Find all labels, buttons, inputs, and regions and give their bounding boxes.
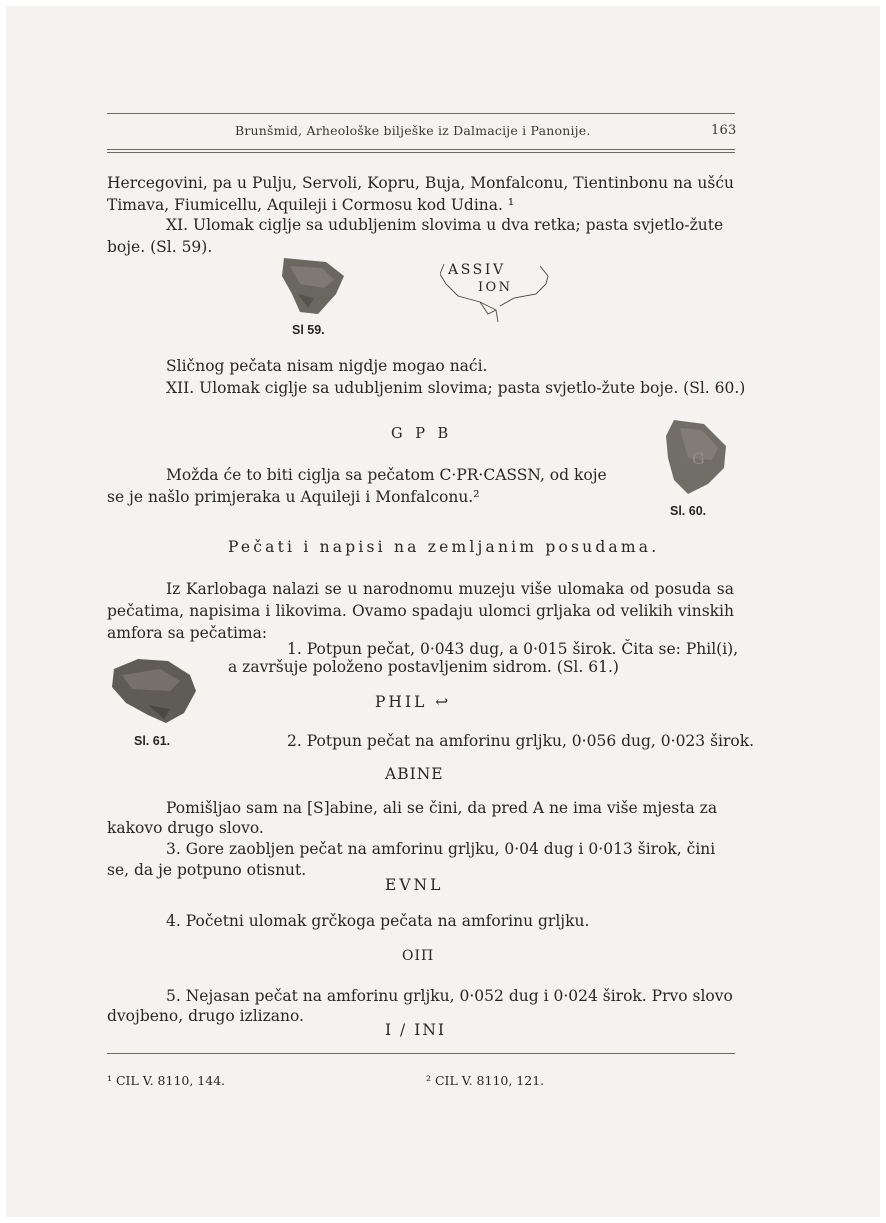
page-number: 163 xyxy=(711,123,737,138)
stamp-ini: I / INI xyxy=(385,1021,447,1039)
figure-61-fragment-image xyxy=(108,655,200,727)
item-3-line2: se, da je potpuno otisnut. xyxy=(107,861,307,879)
item-4: 4. Početni ulomak grčkoga pečata na amforinu grljku. xyxy=(166,912,590,930)
footnote-2: ² CIL V. 8110, 121. xyxy=(426,1073,545,1088)
figure-59-caption: Sl 59. xyxy=(292,323,325,337)
footnote-1: ¹ CIL V. 8110, 144. xyxy=(107,1073,226,1088)
header-double-rule-top xyxy=(107,149,735,150)
paragraph-5-line2: se je našlo primjeraka u Aquileji i Monfalconu.² xyxy=(107,488,480,506)
item-xii: XII. Ulomak ciglje sa udubljenim slovima; pasta svjetlo-žute boje. (Sl. 60.) xyxy=(166,379,746,397)
item-5-line1: 5. Nejasan pečat na amforinu grljku, 0·052 dug i 0·024 širok. Prvo slovo xyxy=(166,987,733,1005)
stamp-evn: EVNL xyxy=(385,876,444,894)
item-1-line2: a završuje položeno postavljenim sidrom. (Sl. 61.) xyxy=(228,658,619,676)
stamp-greek: ΟΙΠ xyxy=(402,948,435,964)
figure-60-caption: Sl. 60. xyxy=(670,504,707,518)
running-title: Brunšmid, Arheološke bilješke iz Dalmacije i Panonije. xyxy=(235,123,591,138)
header-double-rule-bottom xyxy=(107,152,735,153)
paragraph-karlobag: Iz Karlobaga nalazi se u narodnomu muzeju više ulomaka od posuda sa pečatima, napisima i likovima. Ovamo spadaju ulomci grljaka od velikih vinskih amfora sa pečatima: xyxy=(107,580,734,642)
figure-59-fragment-image xyxy=(278,254,350,320)
paragraph-7-line2: kakovo drugo slovo. xyxy=(107,819,264,837)
paragraph-no-seal: Sličnog pečata nisam nigdje mogao naći. xyxy=(166,357,488,375)
figure-59-inscription-line2: ION xyxy=(478,280,513,295)
paragraph-7-line1: Pomišljao sam na [S]abine, ali se čini, da pred A ne ima više mjesta za xyxy=(166,799,718,817)
paragraph-5-line1: Možda će to biti ciglja sa pečatom C·PR·CASSN, od koje xyxy=(166,466,607,484)
section-title: Pečati i napisi na zemljanim posudama. xyxy=(228,538,660,556)
stamp-phil: PHIL ↩ xyxy=(375,693,452,711)
footnote-rule xyxy=(107,1053,735,1054)
stamp-abine: ABINE xyxy=(385,765,444,783)
item-1-line1: 1. Potpun pečat, 0·043 dug, a 0·015 širok. Čita se: Phil(i), xyxy=(287,640,739,658)
figure-59-inscription-line1: ASSIV xyxy=(448,262,506,278)
item-2: 2. Potpun pečat na amforinu grljku, 0·056 dug, 0·023 širok. xyxy=(287,732,755,750)
item-xi-line2: boje. (Sl. 59). xyxy=(107,238,213,256)
item-5-line2: dvojbeno, drugo izlizano. xyxy=(107,1007,304,1025)
stamp-gpb: G P B xyxy=(391,426,453,442)
header-top-rule xyxy=(107,113,735,114)
svg-text:G: G xyxy=(692,449,705,468)
item-3-line1: 3. Gore zaobljen pečat na amforinu grljku, 0·04 dug i 0·013 širok, čini xyxy=(166,840,716,858)
figure-61-caption: Sl. 61. xyxy=(134,734,171,748)
item-xi-line1: XI. Ulomak ciglje sa udubljenim slovima u dva retka; pasta svjetlo-žute xyxy=(166,216,724,234)
paragraph-1: Hercegovini, pa u Pulju, Servoli, Kopru, Buja, Monfalconu, Tientinbonu na ušću Timava, Fiumicellu, Aquileji i Cormosu kod Udina. ¹ xyxy=(107,174,734,214)
figure-60-fragment-image xyxy=(664,418,732,498)
